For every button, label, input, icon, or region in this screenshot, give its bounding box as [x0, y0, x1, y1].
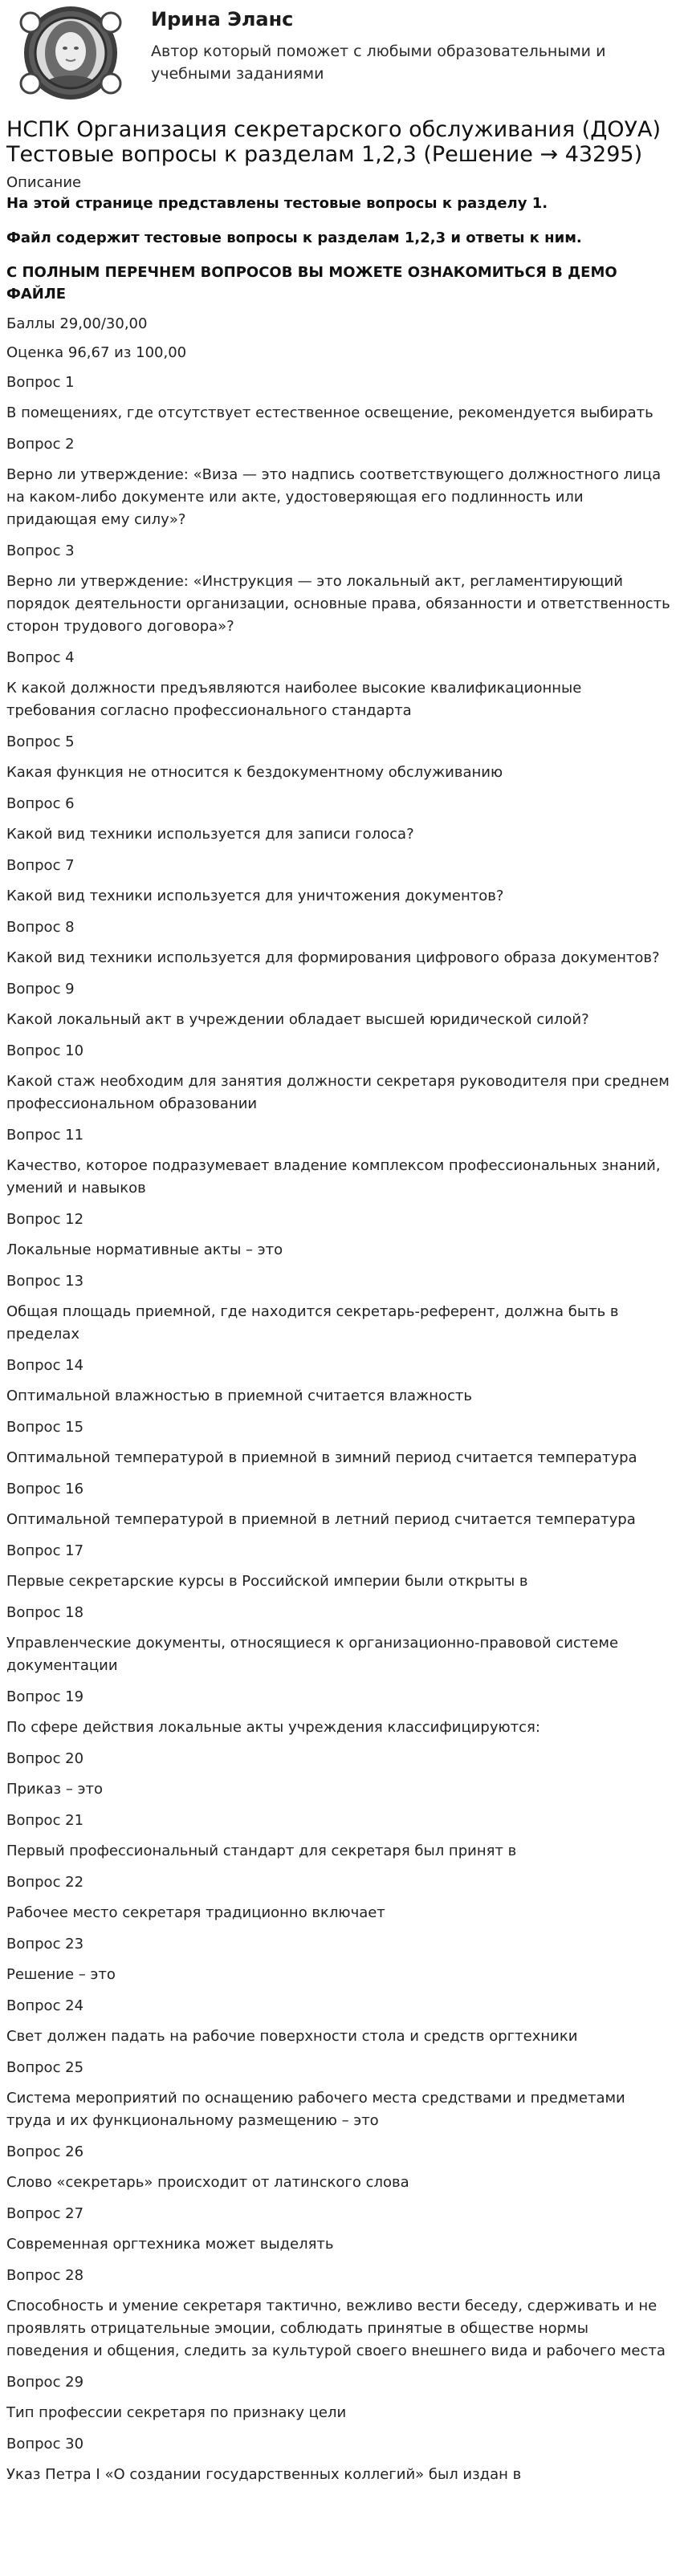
question-item: [6, 434, 674, 531]
author-card: [6, 0, 674, 106]
score-text: Баллы 29,00/30,00: [6, 315, 148, 332]
intro-line-3: С ПОЛНЫМ ПЕРЕЧНЕМ ВОПРОСОВ ВЫ МОЖЕТЕ ОЗНАКОМИТЬСЯ В ДЕМО ФАЙЛЕ: [6, 264, 617, 303]
question-item: [6, 855, 674, 908]
question-label: Вопрос 24: [6, 1997, 84, 2014]
author-avatar[interactable]: [11, 5, 130, 101]
question-label: Вопрос 27: [6, 2205, 84, 2222]
description-label: Описание: [6, 174, 82, 191]
question-text: Общая площадь приемной, где находится секретарь-референт, должна быть в пределах: [6, 1303, 619, 1343]
question-item: [6, 979, 674, 1031]
question-item: [6, 2058, 674, 2132]
question-item: [6, 1417, 674, 1469]
question-text: Качество, которое подразумевает владение комплексом профессиональных знаний, умений и навыков: [6, 1157, 661, 1197]
question-item: [6, 1603, 674, 1677]
question-text: Верно ли утверждение: «Виза — это надпись соответствующего должностного лица на каком-либо документе или акте, удостоверяющая его подлинность или придающая ему силу»?: [6, 466, 662, 528]
question-label: Вопрос 29: [6, 2374, 84, 2391]
intro-line-1: На этой странице представлены тестовые вопросы к разделу 1.: [6, 195, 548, 212]
question-label: Вопрос 1: [6, 374, 75, 391]
question-label: Вопрос 21: [6, 1812, 84, 1829]
question-text: Какой вид техники используется для формирования цифрового образа документов?: [6, 949, 660, 966]
question-label: Вопрос 6: [6, 795, 75, 812]
author-description: Автор который поможет с любыми образовательными и учебными заданиями: [151, 43, 606, 83]
intro-line-2: Файл содержит тестовые вопросы к разделам 1,2,3 и ответы к ним.: [6, 230, 582, 246]
grade-text: Оценка 96,67 из 100,00: [6, 344, 187, 361]
question-label: Вопрос 9: [6, 981, 75, 997]
question-item: [6, 1749, 674, 1801]
question-text: Оптимальной температурой в приемной в зимний период считается температура: [6, 1449, 637, 1466]
question-text: Какой локальный акт в учреждении обладает высшей юридической силой?: [6, 1011, 589, 1028]
question-label: Вопрос 18: [6, 1604, 84, 1621]
question-label: Вопрос 19: [6, 1688, 84, 1705]
question-item: [6, 1271, 674, 1346]
questions-list: [6, 372, 674, 2486]
question-label: Вопрос 11: [6, 1127, 84, 1144]
document-title: НСПК Организация секретарского обслуживания (ДОУА) Тестовые вопросы к разделам 1,2,3 (Решение → 43295): [6, 117, 662, 167]
author-name[interactable]: Ирина Эланс: [151, 8, 294, 30]
question-text: В помещениях, где отсутствует естественное освещение, рекомендуется выбирать: [6, 404, 654, 421]
question-text: Управленческие документы, относящиеся к организационно-правовой системе документации: [6, 1635, 619, 1674]
question-label: Вопрос 7: [6, 857, 75, 874]
question-text: Какой стаж необходим для занятия должности секретаря руководителя при среднем профессиональном образовании: [6, 1073, 670, 1112]
question-label: Вопрос 16: [6, 1481, 84, 1497]
question-item: [6, 372, 674, 425]
question-label: Вопрос 20: [6, 1750, 84, 1767]
question-item: [6, 1810, 674, 1863]
question-label: Вопрос 13: [6, 1273, 84, 1290]
question-item: [6, 541, 674, 638]
question-label: Вопрос 25: [6, 2059, 84, 2076]
question-text: Оптимальной влажностью в приемной считается влажность: [6, 1388, 473, 1404]
question-text: Первый профессиональный стандарт для секретаря был принят в: [6, 1843, 517, 1859]
question-item: [6, 1996, 674, 2048]
question-label: Вопрос 23: [6, 1936, 84, 1952]
question-label: Вопрос 26: [6, 2143, 84, 2160]
question-text: Какая функция не относится к бездокументному обслуживанию: [6, 764, 503, 781]
question-item: [6, 2142, 674, 2194]
question-text: Современная оргтехника может выделять: [6, 2236, 334, 2253]
question-item: [6, 2204, 674, 2256]
question-item: [6, 2434, 674, 2486]
question-item: [6, 732, 674, 784]
question-text: Указ Петра I «О создании государственных коллегий» был издан в: [6, 2466, 522, 2483]
question-label: Вопрос 4: [6, 649, 75, 666]
question-label: Вопрос 14: [6, 1357, 84, 1374]
question-label: Вопрос 30: [6, 2436, 84, 2452]
question-item: [6, 917, 674, 969]
question-text: Слово «секретарь» происходит от латинского слова: [6, 2174, 409, 2191]
question-item: [6, 1934, 674, 1986]
question-item: [6, 1687, 674, 1739]
question-text: Локальные нормативные акты – это: [6, 1241, 283, 1258]
question-text: Способность и умение секретаря тактично, вежливо вести беседу, сдерживать и не проявлять отрицательные эмоции, соблюдать принятые в обществе нормы поведения и общения, следить за культурой своего внешнего вида и рабочего места: [6, 2298, 666, 2359]
question-text: Верно ли утверждение: «Инструкция — это локальный акт, регламентирующий порядок деятельности организации, основные права, обязанности и ответственность сторон трудового договора»?: [6, 573, 670, 635]
question-text: Приказ – это: [6, 1781, 103, 1798]
avatar-film-reel-icon: [11, 5, 130, 101]
question-text: Тип профессии секретаря по признаку цели: [6, 2404, 347, 2421]
question-text: Система мероприятий по оснащению рабочего места средствами и предметами труда и их функциональному размещению – это: [6, 2090, 625, 2129]
question-text: Какой вид техники используется для уничтожения документов?: [6, 888, 504, 904]
question-text: По сфере действия локальные акты учреждения классифицируются:: [6, 1719, 540, 1736]
question-text: Рабочее место секретаря традиционно включает: [6, 1904, 385, 1921]
question-item: [6, 1209, 674, 1262]
question-item: [6, 1541, 674, 1593]
question-item: [6, 648, 674, 722]
question-text: Решение – это: [6, 1966, 116, 1983]
question-item: [6, 1479, 674, 1531]
question-label: Вопрос 5: [6, 733, 75, 750]
question-label: Вопрос 8: [6, 919, 75, 936]
question-text: Свет должен падать на рабочие поверхности стола и средств оргтехники: [6, 2028, 578, 2045]
question-text: Первые секретарские курсы в Российской империи были открыты в: [6, 1573, 528, 1590]
question-text: Оптимальной температурой в приемной в летний период считается температура: [6, 1511, 636, 1528]
question-label: Вопрос 17: [6, 1542, 84, 1559]
question-item: [6, 2372, 674, 2424]
question-label: Вопрос 10: [6, 1042, 84, 1059]
question-label: Вопрос 28: [6, 2267, 84, 2284]
question-label: Вопрос 3: [6, 542, 75, 559]
question-text: К какой должности предъявляются наиболее высокие квалификационные требования согласно профессионального стандарта: [6, 680, 582, 719]
question-label: Вопрос 22: [6, 1874, 84, 1891]
question-item: [6, 1872, 674, 1924]
question-text: Какой вид техники используется для записи голоса?: [6, 826, 414, 843]
question-item: [6, 1355, 674, 1408]
question-label: Вопрос 2: [6, 436, 75, 453]
question-item: [6, 1125, 674, 1200]
question-label: Вопрос 15: [6, 1419, 84, 1436]
question-label: Вопрос 12: [6, 1211, 84, 1228]
question-item: [6, 2265, 674, 2363]
question-item: [6, 794, 674, 846]
question-item: [6, 1041, 674, 1115]
